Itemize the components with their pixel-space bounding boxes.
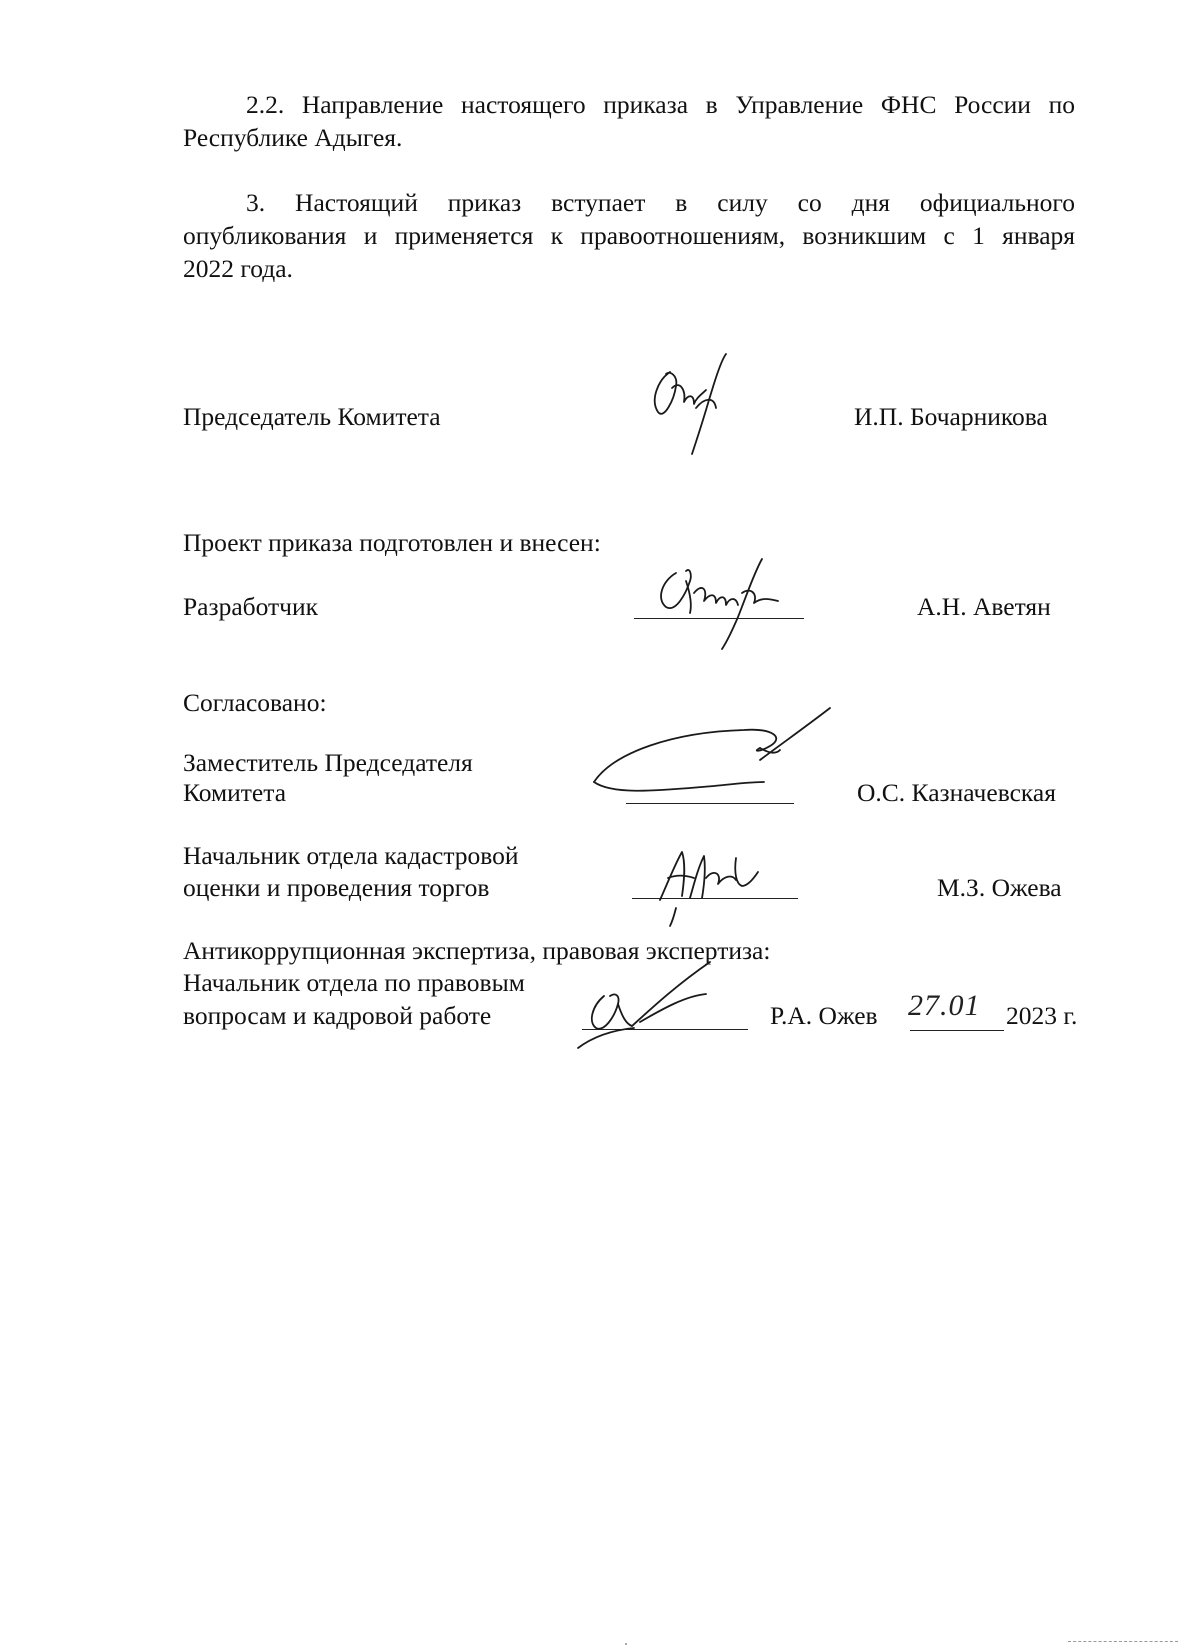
- chair-name: И.П. Бочарникова: [854, 402, 1048, 431]
- clause-3-line-2: опубликования и применяется к правоотношениям, возникшим с 1 января: [183, 221, 1075, 250]
- footer-scan-marks: [1068, 1641, 1178, 1644]
- prepared-heading: Проект приказа подготовлен и внесен:: [183, 528, 601, 557]
- chair-title: Председатель Комитета: [183, 402, 441, 431]
- expertise-heading: Антикоррупционная экспертиза, правовая экспертиза:: [183, 936, 771, 965]
- cadastral-head-title-line-1: Начальник отдела кадастровой: [183, 841, 519, 870]
- date-year: 2023 г.: [1006, 1001, 1078, 1030]
- handwritten-date: 27.01: [908, 989, 981, 1022]
- clause-3-line-3: 2022 года.: [183, 254, 293, 283]
- deputy-name: О.С. Казначевская: [857, 778, 1056, 807]
- deputy-title-line-2: Комитета: [183, 778, 287, 807]
- cadastral-head-signature: [646, 838, 776, 928]
- developer-signature: [646, 553, 806, 653]
- clause-2-2-line-1: 2.2. Направление настоящего приказа в Управление ФНС России по: [246, 90, 1075, 119]
- legal-head-title-line-2: вопросам и кадровой работе: [183, 1001, 492, 1030]
- developer-name: А.Н. Аветян: [917, 592, 1051, 621]
- chair-signature: [640, 350, 740, 460]
- clause-2-2: [183, 88, 1075, 154]
- agreed-heading: Согласовано:: [183, 688, 327, 717]
- deputy-signature: [584, 702, 844, 812]
- legal-head-title-line-1: Начальник отдела по правовым: [183, 968, 525, 997]
- date-line: [910, 1030, 1004, 1031]
- cadastral-head-title-line-2: оценки и проведения торгов: [183, 873, 490, 902]
- scan-speck: [625, 1643, 627, 1645]
- deputy-title-line-1: Заместитель Председателя: [183, 748, 473, 777]
- legal-head-name: Р.А. Ожев: [770, 1001, 878, 1030]
- cadastral-head-name: М.З. Ожева: [937, 873, 1062, 902]
- clause-2-2-line-2: Республике Адыгея.: [183, 123, 403, 152]
- developer-role: Разработчик: [183, 592, 319, 621]
- clause-3-line-1: 3. Настоящий приказ вступает в силу со дня официального: [246, 188, 1075, 217]
- legal-head-signature: [574, 956, 744, 1056]
- clause-3: [183, 186, 1075, 285]
